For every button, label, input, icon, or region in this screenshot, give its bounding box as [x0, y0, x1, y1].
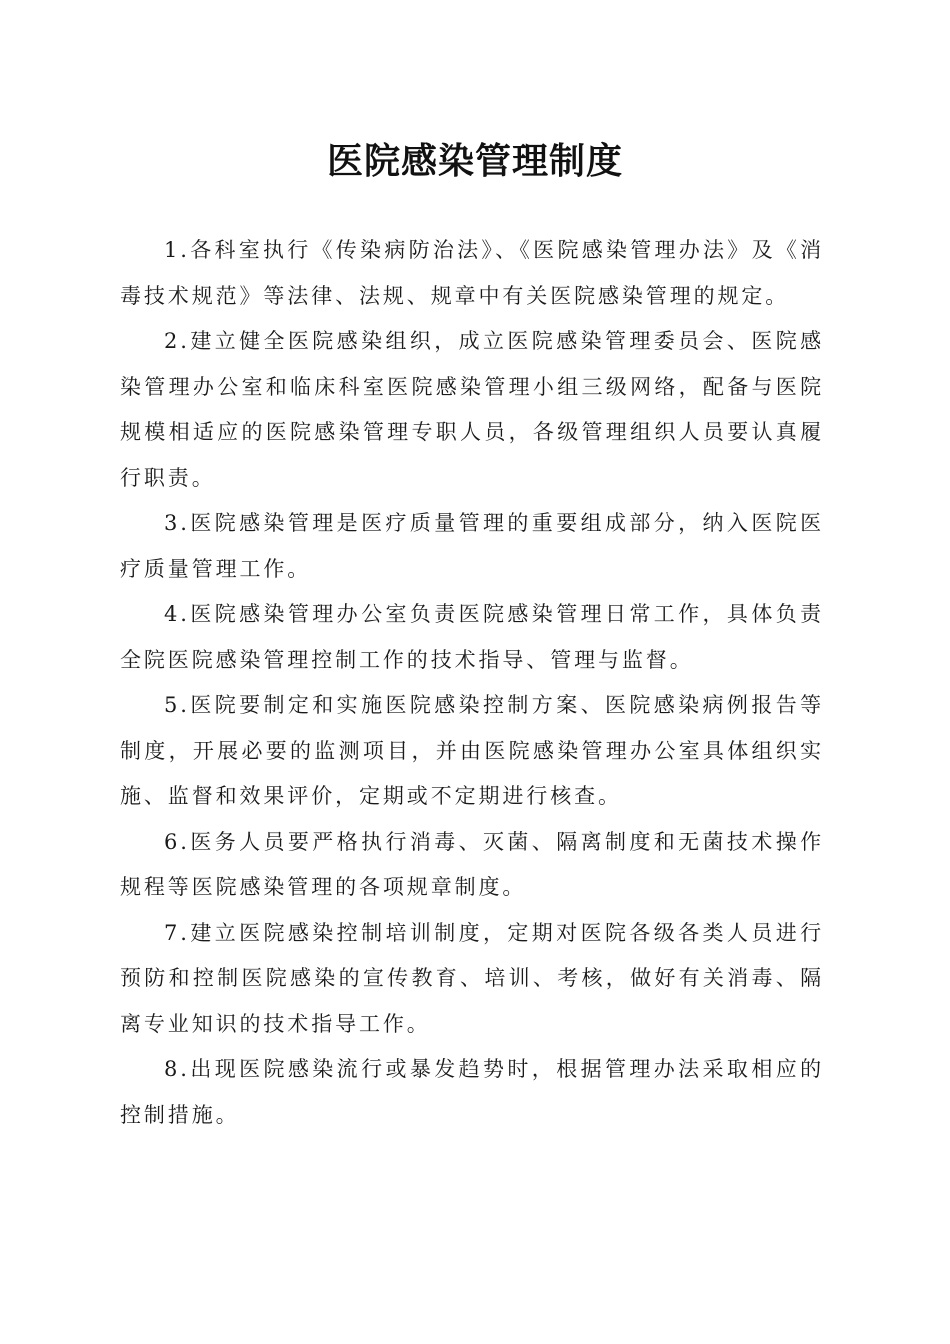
- document-body: [120, 228, 824, 1138]
- paragraph-6: 6.医务人员要严格执行消毒、灭菌、隔离制度和无菌技术操作规程等医院感染管理的各项规章制度。: [120, 829, 824, 899]
- paragraph-5: 5.医院要制定和实施医院感染控制方案、医院感染病例报告等制度，开展必要的监测项目，并由医院感染管理办公室具体组织实施、监督和效果评价，定期或不定期进行核查。: [120, 693, 824, 808]
- paragraph-8: 8.出现医院感染流行或暴发趋势时，根据管理办法采取相应的控制措施。: [120, 1057, 824, 1127]
- paragraph-4: 4.医院感染管理办公室负责医院感染管理日常工作，具体负责全院医院感染管理控制工作的技术指导、管理与监督。: [120, 602, 824, 672]
- paragraph-7: 7.建立医院感染控制培训制度，定期对医院各级各类人员进行预防和控制医院感染的宣传教育、培训、考核，做好有关消毒、隔离专业知识的技术指导工作。: [120, 920, 824, 1036]
- paragraph-2: 2.建立健全医院感染组织，成立医院感染管理委员会、医院感染管理办公室和临床科室医院感染管理小组三级网络，配备与医院规模相适应的医院感染管理专职人员，各级管理组织人员要认真履行职责。: [120, 329, 824, 490]
- document-title: 医院感染管理制度: [326, 140, 623, 182]
- paragraph-1: 1.各科室执行《传染病防治法》、《医院感染管理办法》及《消毒技术规范》等法律、法规、规章中有关医院感染管理的规定。: [120, 238, 824, 308]
- paragraph-3: 3.医院感染管理是医疗质量管理的重要组成部分，纳入医院医疗质量管理工作。: [120, 511, 824, 581]
